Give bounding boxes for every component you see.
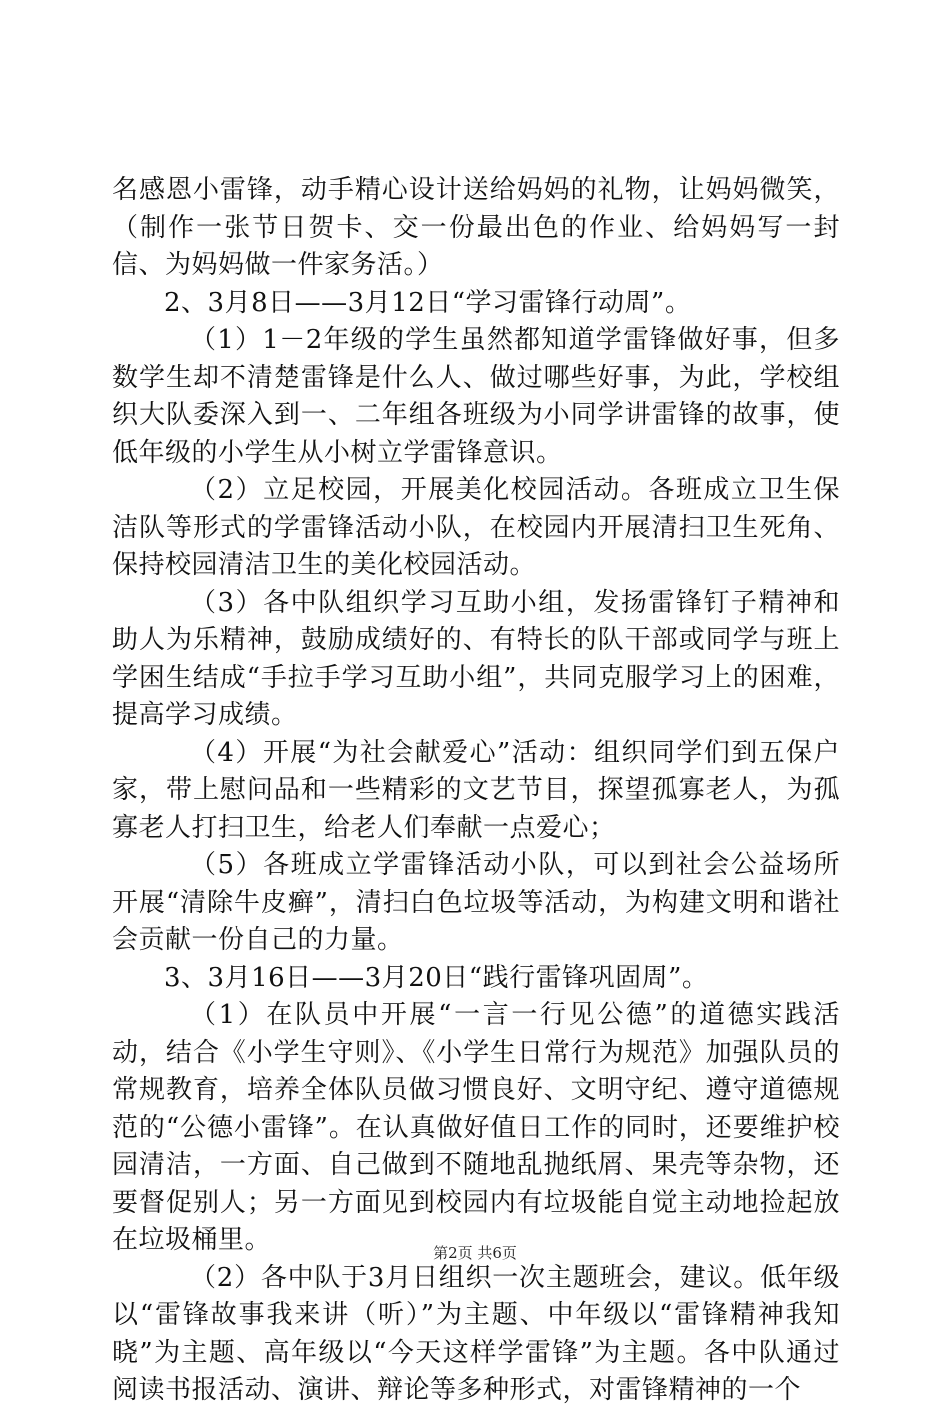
document-body	[112, 172, 840, 1410]
paragraph-2-1: （1）1－2年级的学生虽然都知道学雷锋做好事，但多数学生却不清楚雷锋是什么人、做过哪些好事，为此，学校组织大队委深入到一、二年组各班级为小同学讲雷锋的故事，使低年级的小学生从小树立学雷锋意识。	[112, 325, 840, 468]
paragraph-2-5: （5）各班成立学雷锋活动小队，可以到社会公益场所开展“清除牛皮癣”，清扫白色垃圾等活动，为构建文明和谐社会贡献一份自己的力量。	[112, 850, 840, 955]
paragraph-2-4: （4）开展“为社会献爱心”活动：组织同学们到五保户家，带上慰问品和一些精彩的文艺节目，探望孤寡老人，为孤寡老人打扫卫生，给老人们奉献一点爱心；	[112, 737, 840, 843]
paragraph-1: 名感恩小雷锋，动手精心设计送给妈妈的礼物，让妈妈微笑，（制作一张节日贺卡、交一份最出色的作业、给妈妈写一封信、为妈妈做一件家务活。）	[112, 175, 840, 280]
paragraph-3-2: （2）各中队于3月日组织一次主题班会，建议。低年级以“雷锋故事我来讲（听）”为主题、中年级以“雷锋精神我知晓”为主题、高年级以“今天这样学雷锋”为主题。各中队通过阅读书报活动、演讲、辩论等多种形式，对雷锋精神的一个	[112, 1262, 840, 1405]
section-heading-3: 3、3月16日——3月20日“践行雷锋巩固周”。	[164, 962, 709, 993]
paragraph-3-1: （1）在队员中开展“一言一行见公德”的道德实践活动，结合《小学生守则》、《小学生日常行为规范》加强队员的常规教育，培养全体队员做习惯良好、文明守纪、遵守道德规范的“公德小雷锋”。在认真做好值日工作的同时，还要维护校园清洁，一方面、自己做到不随地乱抛纸屑、果壳等杂物，还要督促别人；另一方面见到校园内有垃圾能自觉主动地捡起放在垃圾桶里。	[112, 1000, 840, 1255]
page-number-footer: 第2页 共6页	[433, 1244, 517, 1262]
paragraph-2-2: （2）立足校园，开展美化校园活动。各班成立卫生保洁队等形式的学雷锋活动小队，在校园内开展清扫卫生死角、保持校园清洁卫生的美化校园活动。	[112, 475, 840, 580]
paragraph-2-3: （3）各中队组织学习互助小组，发扬雷锋钉子精神和助人为乐精神，鼓励成绩好的、有特长的队干部或同学与班上学困生结成“手拉手学习互助小组”，共同克服学习上的困难，提高学习成绩。	[112, 587, 840, 730]
section-heading-2: 2、3月8日——3月12日“学习雷锋行动周”。	[164, 287, 692, 318]
